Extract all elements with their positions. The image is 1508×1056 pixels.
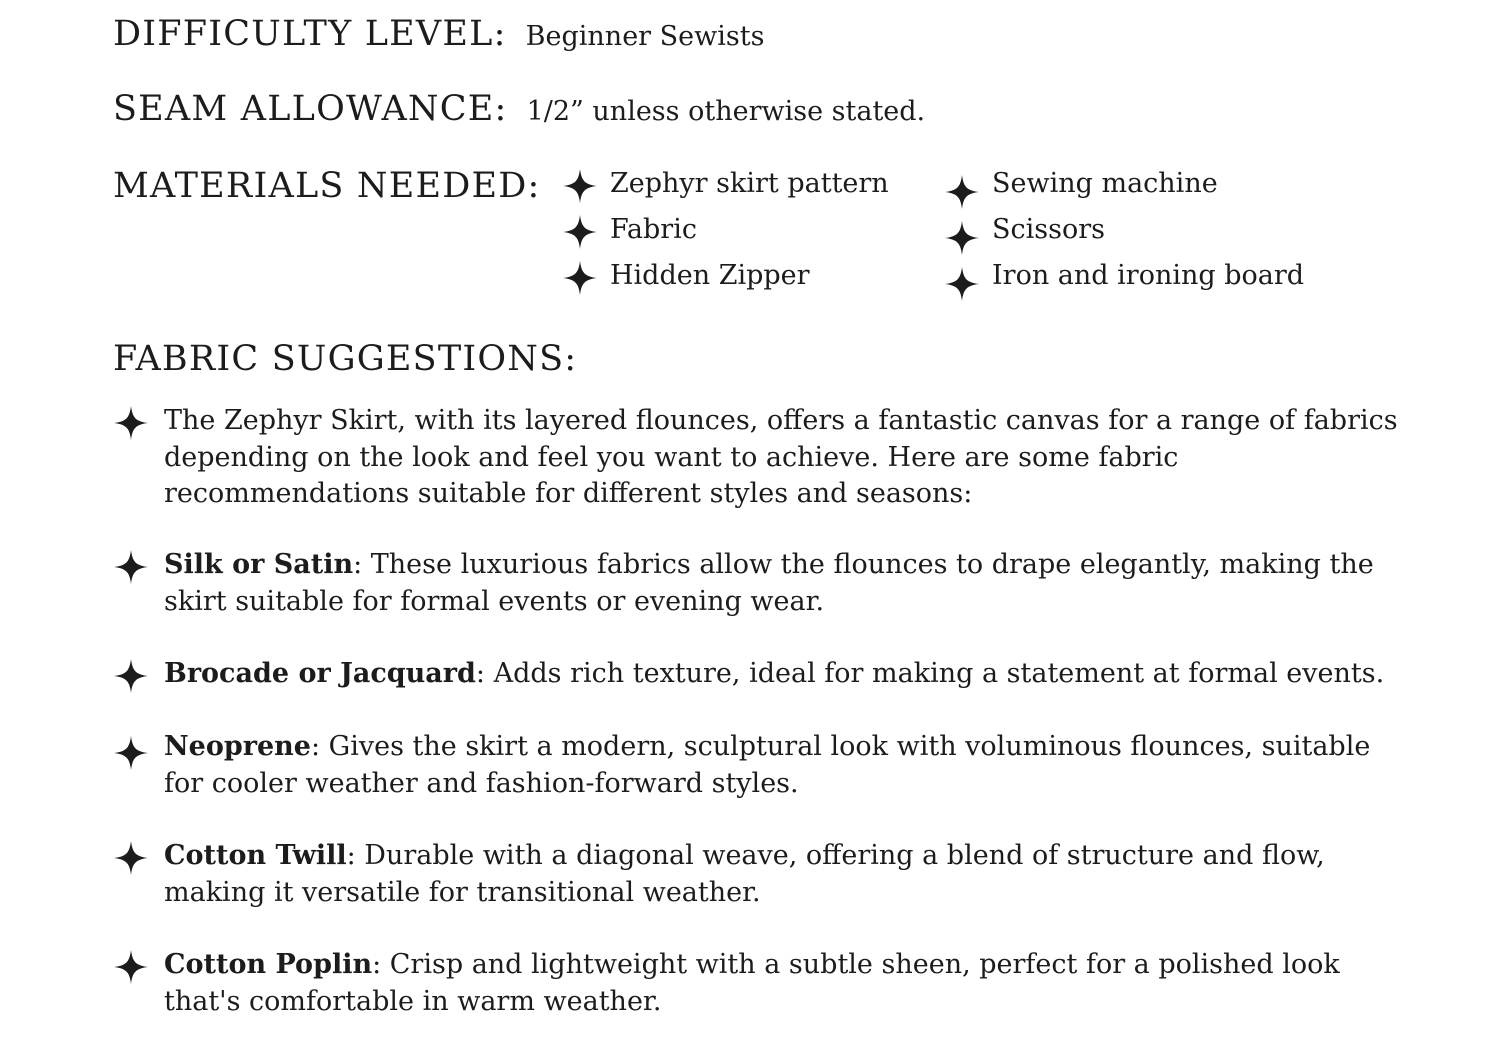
- four-point-star-icon: [113, 735, 149, 771]
- fabric-term: Brocade or Jacquard: [164, 658, 476, 689]
- material-item-label: Iron and ironing board: [992, 260, 1305, 291]
- four-point-star-icon: [113, 840, 149, 876]
- fabric-intro-item: [113, 403, 1413, 513]
- fabric-suggestion-text: [164, 838, 1409, 911]
- fabric-term: Silk or Satin: [164, 549, 354, 580]
- material-item: [562, 260, 889, 306]
- material-item: [944, 168, 1304, 214]
- fabric-description: : Adds rich texture, ideal for making a statement at formal events.: [475, 658, 1385, 689]
- materials-column-2: [944, 168, 1304, 306]
- material-item-label: Fabric: [610, 214, 697, 245]
- four-point-star-icon: [113, 549, 149, 585]
- materials-column-1: [562, 168, 889, 306]
- fabric-suggestion-text: [164, 656, 1409, 693]
- fabric-suggestion-item: [113, 947, 1413, 1020]
- difficulty-row: [113, 14, 764, 54]
- fabric-description: : Gives the skirt a modern, sculptural look with voluminous flounces, suitable for cooler weather and fashion-forward styles.: [164, 731, 1371, 799]
- fabric-suggestions-label: FABRIC SUGGESTIONS:: [113, 339, 578, 379]
- fabric-description: : These luxurious fabrics allow the flounces to drape elegantly, making the skirt suitable for formal events or evening wear.: [164, 549, 1374, 617]
- seam-allowance-value: 1/2” unless otherwise stated.: [526, 96, 926, 127]
- seam-allowance-label: SEAM ALLOWANCE:: [113, 89, 508, 129]
- fabric-suggestion-text: [164, 729, 1409, 802]
- fabric-description: : Durable with a diagonal weave, offering a blend of structure and flow, making it versatile for transitional weather.: [164, 840, 1325, 908]
- fabric-suggestion-item: [113, 838, 1413, 911]
- material-item: [562, 214, 889, 260]
- fabric-suggestion-text: [164, 547, 1409, 620]
- fabric-suggestion-item: [113, 656, 1413, 694]
- fabric-term: Cotton Twill: [164, 840, 347, 871]
- four-point-star-icon: [944, 174, 980, 210]
- four-point-star-icon: [944, 220, 980, 256]
- four-point-star-icon: [562, 168, 598, 204]
- material-item-label: Sewing machine: [992, 168, 1218, 199]
- material-item: [562, 168, 889, 214]
- fabric-intro-text: The Zephyr Skirt, with its layered flounces, offers a fantastic canvas for a range of fabrics depending on the look and feel you want to achieve. Here are some fabric recommendations suitable for different styles and seasons:: [164, 405, 1398, 509]
- four-point-star-icon: [562, 214, 598, 250]
- fabric-term: Cotton Poplin: [164, 949, 373, 980]
- material-item-label: Hidden Zipper: [610, 260, 810, 291]
- fabric-description: : Crisp and lightweight with a subtle sheen, perfect for a polished look that's comfortable in warm weather.: [164, 949, 1340, 1017]
- four-point-star-icon: [113, 658, 149, 694]
- material-item: [944, 260, 1304, 306]
- material-item-label: Scissors: [992, 214, 1105, 245]
- material-item: [944, 214, 1304, 260]
- four-point-star-icon: [944, 266, 980, 302]
- difficulty-label: DIFFICULTY LEVEL:: [113, 14, 507, 54]
- fabric-term: Neoprene: [164, 731, 311, 762]
- fabric-suggestion-text: [164, 947, 1409, 1020]
- four-point-star-icon: [113, 405, 149, 441]
- material-item-label: Zephyr skirt pattern: [610, 168, 889, 199]
- materials-label: MATERIALS NEEDED:: [113, 166, 541, 206]
- four-point-star-icon: [562, 260, 598, 296]
- four-point-star-icon: [113, 949, 149, 985]
- seam-allowance-row: [113, 89, 925, 129]
- difficulty-value: Beginner Sewists: [525, 21, 765, 52]
- fabric-suggestion-item: [113, 547, 1413, 620]
- fabric-suggestion-item: [113, 729, 1413, 802]
